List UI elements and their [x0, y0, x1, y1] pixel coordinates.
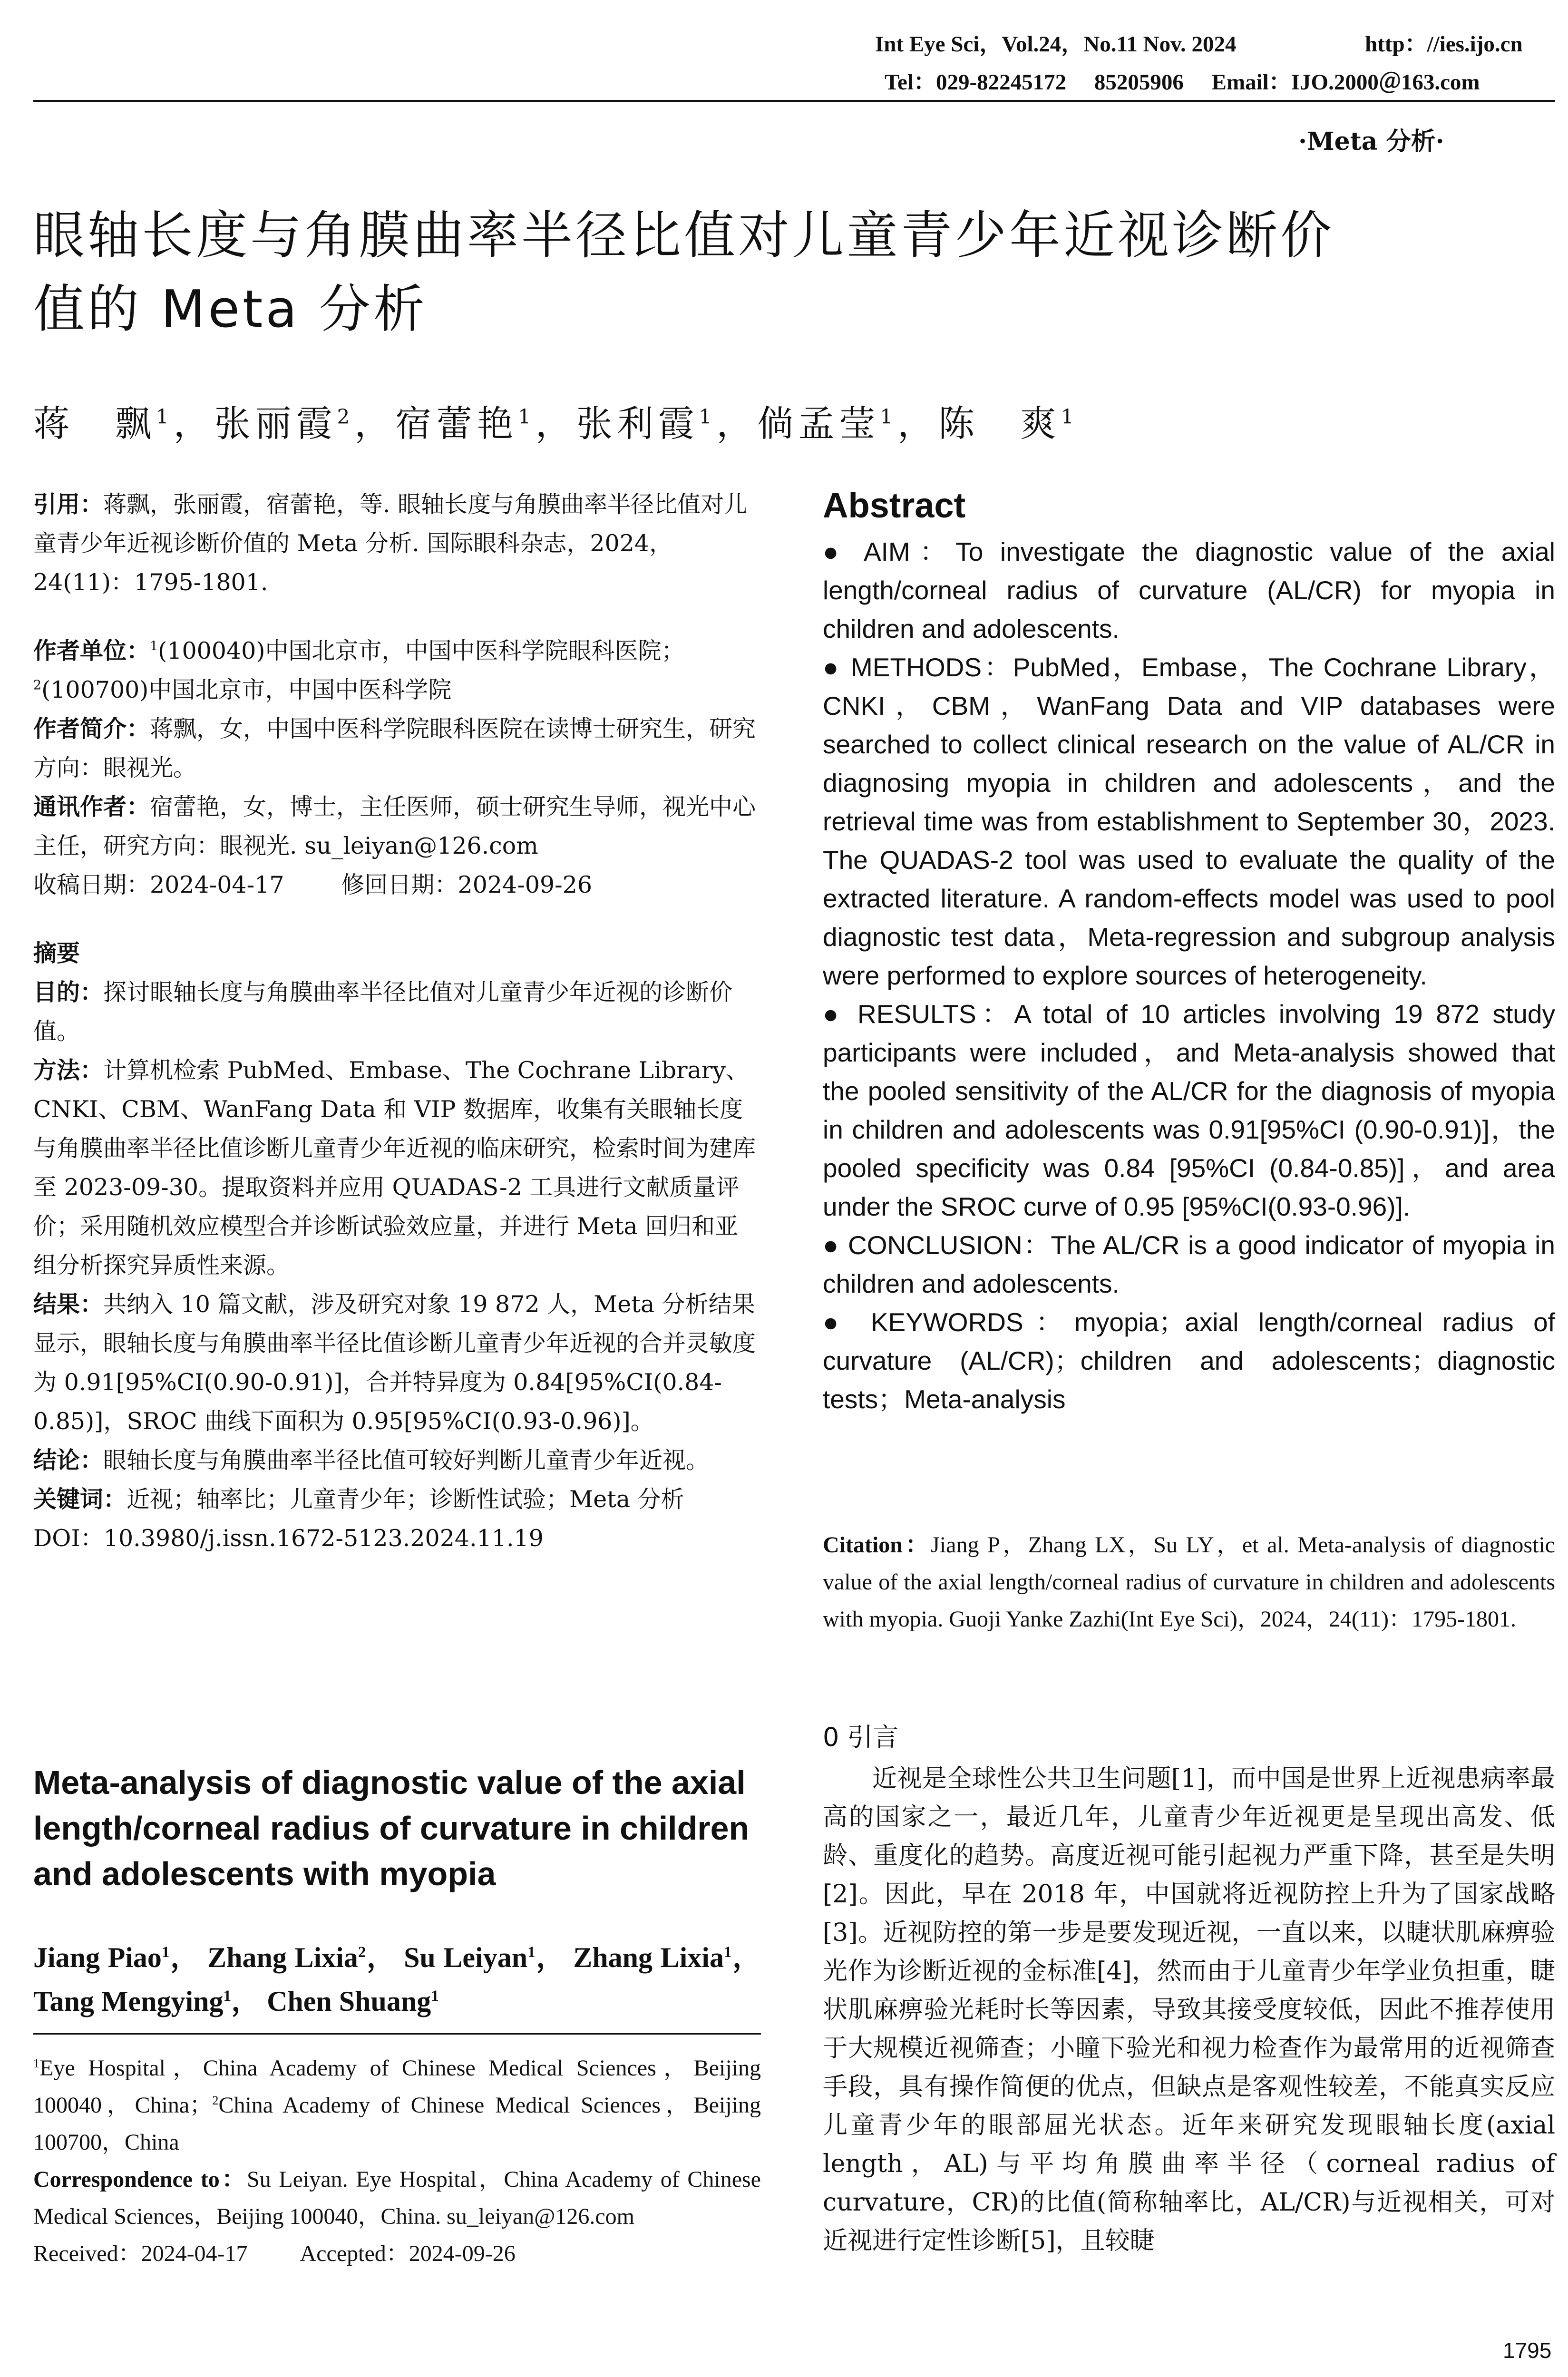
conclusion-cn: 结论：眼轴长度与角膜曲率半径比值可较好判断儿童青少年近视。: [33, 1447, 710, 1474]
citation-cn: 引用：蒋飘，张丽霞，宿蕾艳，等. 眼轴长度与角膜曲率半径比值对儿童青少年近视诊断价值的 Meta 分析. 国际眼科杂志，2024，24(11)：1795-1801.: [33, 491, 748, 596]
section-heading-intro: 0 引言: [823, 1722, 899, 1752]
author-intro: 作者简介：蒋飘，女，中国中医科学院眼科医院在读博士研究生，研究方向：眼视光。: [33, 715, 756, 781]
citation-en: Citation：Jiang P，Zhang LX，Su LY，et al. Meta-analysis of diagnostic value of the axial length/corneal radius of curvature in children and adolescents with myopia. Guoji Yanke Zazhi(Int Eye Sci)，2024，24(11)：1795-1801.: [823, 1532, 1555, 1632]
author-name: 蒋 飘: [33, 402, 156, 445]
page-number: 1795: [1503, 2338, 1552, 2363]
author-name: 陈 爽: [938, 402, 1061, 445]
methods-en: ● METHODS：PubMed，Embase，The Cochrane Library，CNKI，CBM，WanFang Data and VIP databases were searched to collect clinical research on the value of AL/CR in diagnosing myopia in children and adolescents，and the retrieval time was from establishment to September 30，2023. The QUADAS-2 tool was used to evaluate the quality of the extracted literature. A random-effects model was used to pool diagnostic test data，Meta-regression and subgroup analysis were performed to explore sources of heterogeneity.: [823, 653, 1555, 990]
results-en: ● RESULTS：A total of 10 articles involving 19 872 study participants were included，and Meta-analysis showed that the pooled sensitivity of the AL/CR for the diagnosis of myopia in children and adolescents was 0.91[95%CI (0.90-0.91)]，the pooled specificity was 0.84 [95%CI (0.84-0.85)]，and area under the SROC curve of 0.95 [95%CI(0.93-0.96)].: [823, 999, 1555, 1221]
page-title-line2: 值的 Meta 分析: [33, 280, 428, 339]
conclusion-en: ● CONCLUSION：The AL/CR is a good indicator of myopia in children and adolescents.: [823, 1230, 1555, 1298]
methods-cn: 方法：计算机检索 PubMed、Embase、The Cochrane Library、CNKI、CBM、WanFang Data 和 VIP 数据库，收集有关眼轴长度与角膜曲率半径比值诊断儿童青少年近视的临床研究，检索时间为建库至 2023-09-30。提取资料并应用 QUADAS-2 工具进行文献质量评价；采用随机效应模型合并诊断试验效应量，并进行 Meta 回归和亚组分析探究异质性来源。: [33, 1057, 756, 1279]
abstract-heading-en: Abstract: [823, 486, 966, 525]
keywords-cn: 关键词：近视；轴率比；儿童青少年；诊断性试验；Meta 分析: [33, 1486, 684, 1513]
affiliation-rule: [33, 2033, 761, 2035]
intro-body: 近视是全球性公共卫生问题[1]，而中国是世界上近视患病率最高的国家之一，最近几年，儿童青少年近视更是呈现出高发、低龄、重度化的趋势。高度近视可能引起视力严重下降，甚至是失明[2]。因此，早在 2018 年，中国就将近视防控上升为了国家战略[3]。近视防控的第一步是要发现近视，一直以来，以睫状肌麻痹验光作为诊断近视的金标准[4]，然而由于儿童青少年学业负担重，睫状肌麻痹验光耗时长等因素，导致其接受度较低，因此不推荐使用于大规模近视筛查；小瞳下验光和视力检查作为最常用的近视筛查手段，具有操作简便的优点，但缺点是客观性较差，不能真实反应儿童青少年的眼部屈光状态。近年来研究发现眼轴长度(axial length，AL)与平均角膜曲率半径（corneal radius of curvature，CR)的比值(简称轴率比，AL/CR)与近视相关，可对近视进行定性诊断[5]，且较睫: [823, 1764, 1555, 2255]
english-title: Meta-analysis of diagnostic value of the axial length/corneal radius of curvature in children and adolescents with myopia: [33, 1764, 750, 1892]
author-name: 倘孟莹: [757, 402, 880, 445]
section-tag: ·Meta 分析·: [1298, 127, 1444, 156]
correspondence-en: Correspondence to：Su Leiyan. Eye Hospital，China Academy of Chinese Medical Sciences，Beijing 100040，China. su_leiyan@126.com: [33, 2167, 761, 2229]
journal-url: http：//ies.ijo.cn: [1365, 32, 1523, 57]
journal-contact: Tel：029-82245172 85205906 Email：IJO.2000＠163.com: [885, 70, 1480, 95]
abstract-en: [823, 533, 1555, 1419]
abstract-heading-cn: 摘要: [33, 940, 80, 967]
author-name: 张丽霞: [214, 402, 337, 445]
aim-en: ● AIM：To investigate the diagnostic value of the axial length/corneal radius of curvature (AL/CR) for myopia in children and adolescents.: [823, 537, 1555, 643]
author-name: 宿蕾艳: [395, 402, 518, 445]
dates-en: Received：2024-04-17 Accepted：2024-09-26: [33, 2241, 516, 2266]
results-cn: 结果：共纳入 10 篇文献，涉及研究对象 19 872 人，Meta 分析结果显示，眼轴长度与角膜曲率半径比值诊断儿童青少年近视的合并灵敏度为 0.91[95%CI(0.90-0.91)]，合并特异度为 0.84[95%CI(0.84-0.85)]，SROC 曲线下面积为 0.95[95%CI(0.93-0.96)]。: [33, 1291, 756, 1435]
corresponding-author: 通讯作者：宿蕾艳，女，博士，主任医师，硕士研究生导师，视光中心主任，研究方向：眼视光. su_leiyan@126.com: [33, 793, 756, 859]
journal-citation-header: Int Eye Sci，Vol.24，No.11 Nov. 2024: [875, 32, 1237, 57]
left-column-cn: [33, 485, 761, 1558]
author-affiliation: 作者单位：$^1$(100040)中国北京市，中国中医科学院眼科医院；$^2$(100700)中国北京市，中国中医科学院: [33, 637, 685, 703]
author-list-en: Jiang Piao$^1$， Zhang Lixia$^2$， Su Leiyan$^1$， Zhang Lixia$^1$， Tang Mengying$^1$， Chen Shuang$^1$: [33, 1942, 761, 2017]
dates-cn: 收稿日期：2024-04-17 修回日期：2024-09-26: [33, 871, 593, 898]
doi: DOI：10.3980/j.issn.1672-5123.2024.11.19: [33, 1525, 544, 1552]
author-list-cn: 蒋 飘$^1$，张丽霞$^2$，宿蕾艳$^1$，张利霞$^1$，倘孟莹$^1$，陈 爽$^1$: [33, 402, 1079, 445]
affiliation-en-block: [33, 2050, 761, 2272]
aim-cn: 目的：探讨眼轴长度与角膜曲率半径比值对儿童青少年近视的诊断价值。: [33, 979, 733, 1045]
header-rule: [33, 100, 1555, 102]
page-title-line1: 眼轴长度与角膜曲率半径比值对儿童青少年近视诊断价: [33, 206, 1335, 265]
author-name: 张利霞: [576, 402, 699, 445]
affiliation-en: $^1$Eye Hospital，China Academy of Chinese Medical Sciences，Beijing 100040，China；$^2$China Academy of Chinese Medical Sciences，Beijing 100700，China: [33, 2056, 761, 2155]
keywords-en: ● KEYWORDS：myopia；axial length/corneal radius of curvature (AL/CR)；children and adolescents；diagnostic tests；Meta-analysis: [823, 1307, 1555, 1414]
